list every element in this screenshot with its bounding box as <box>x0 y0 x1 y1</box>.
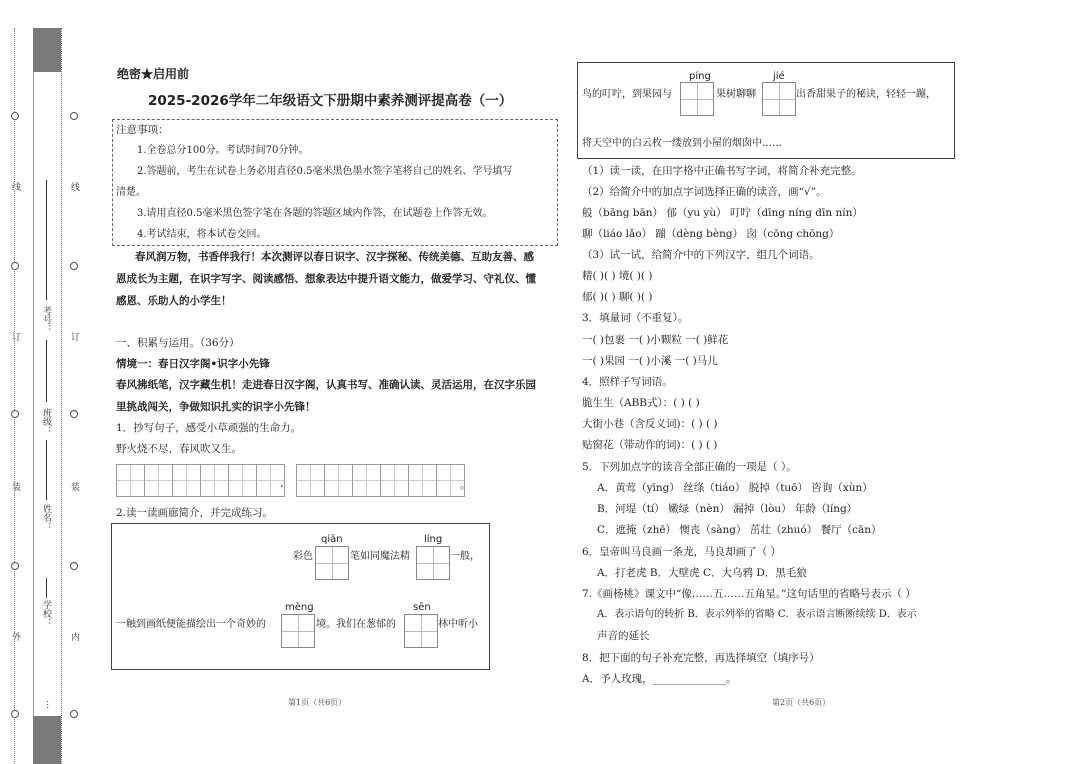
tianzi-box[interactable] <box>762 82 796 116</box>
binding-hole <box>11 562 19 570</box>
writing-grid-1[interactable] <box>116 464 284 497</box>
question-line: 精( )( ) 境( )( ) <box>582 270 653 282</box>
pinyin: sēn <box>413 602 431 613</box>
box-text: 彩色 <box>293 551 313 562</box>
binding-hole <box>70 112 78 120</box>
box-text: 出香甜果子的秘诀，轻轻一蹦， <box>796 89 936 100</box>
question-2: 2.读一读画廊简介，并完成练习。 <box>116 507 274 519</box>
class-field[interactable] <box>46 340 47 402</box>
binding-hole <box>70 710 78 718</box>
grid-period: 。 <box>460 479 471 491</box>
exam-number-label: 考号： <box>41 306 51 333</box>
box-text: 一触到画纸便能描绘出一个奇妙的 <box>116 619 266 630</box>
tianzi-box[interactable] <box>315 546 349 580</box>
question-line: 大街小巷（含反义词)：( ) ( ) <box>582 418 718 430</box>
question-line: 脆生生（ABB式）：( ) ( ) <box>582 397 700 409</box>
box-text: 林中听小 <box>438 619 478 630</box>
page-footer: 第2页（共6页） <box>772 698 831 707</box>
outer-dotted-line <box>14 28 15 764</box>
grid-comma: ， <box>280 477 291 489</box>
notice-item: 3.请用直径0.5毫米黑色签字笔在各题的答题区域内作答，在试题卷上作答无效。 <box>137 208 493 219</box>
question-1-sentence: 野火烧不尽，春风吹又生。 <box>116 443 242 455</box>
question-line: 4．照样子写词语。 <box>582 376 673 388</box>
tianzi-box[interactable] <box>416 546 450 580</box>
question-line: 8．把下面的句子补充完整，再选择填空（填序号） <box>582 652 820 664</box>
section-heading: 一、积累与运用。（36分） <box>116 337 240 349</box>
inner-mark: 装 <box>69 482 79 491</box>
school-label: 学校： <box>41 600 51 627</box>
inner-mark: 线 <box>69 182 79 191</box>
pinyin: qiān <box>321 534 343 545</box>
option-line: 声音的延长 <box>597 630 650 642</box>
box-text: 将天空中的白云枚一缕放到小屋的烟囱中…… <box>582 138 782 149</box>
box-text: 鸟的叮咛，到果园与 <box>582 89 672 100</box>
box-text: 笔如同魔法精 <box>350 551 410 562</box>
outer-mark: 订 <box>10 332 20 341</box>
notice-title: 注意事项： <box>116 124 169 136</box>
question-line: 郁( )( ) 聊( )( ) <box>582 291 653 303</box>
question-line: 贴窗花（带动作的词)：( ) ( ) <box>582 439 718 451</box>
pinyin: mèng <box>285 602 314 613</box>
question-line: 6．皇帝叫马良画一条龙，马良却画了（ ） <box>582 546 782 558</box>
exam-number-field[interactable] <box>46 180 47 300</box>
school-field[interactable] <box>46 578 47 598</box>
inner-mark: 订 <box>69 332 79 341</box>
notice-item: 2.答题前，考生在试卷上务必用直径0.5毫米黑色墨水签字笔将自己的姓名、学号填写 <box>137 166 513 177</box>
box-text: 境。我们在葱郁的 <box>316 619 396 630</box>
outer-mark: 线 <box>10 182 20 191</box>
notice-item: 4.考试结束，将本试卷交回。 <box>137 229 267 240</box>
page-footer: 第1页（共6页） <box>288 698 347 707</box>
outer-mark: 外 <box>10 632 20 641</box>
gray-band-bottom <box>33 716 61 764</box>
class-label: 班级： <box>41 408 51 435</box>
page-title: 2025-2026学年二年级语文下册期中素养测评提高卷（一） <box>148 93 513 109</box>
question-line: （3）试一试，给简介中的下列汉字，组几个词语。 <box>582 249 820 261</box>
pinyin: líng <box>424 534 443 545</box>
question-line: 一( )果园 一( )小溪 一( )马儿 <box>582 355 718 367</box>
binding-hole <box>70 562 78 570</box>
notice-item: 1.全卷总分100分。考试时间70分钟。 <box>137 145 309 156</box>
pinyin: píng <box>689 71 711 82</box>
binding-hole <box>11 710 19 718</box>
question-line: 聊（liáo lǎo） 蹦（dèng bèng） 囱（cōng chōng） <box>582 228 840 240</box>
question-line: 一( )包裹 一( )小颗粒 一( )鲜花 <box>582 334 729 346</box>
tianzi-box[interactable] <box>281 614 315 648</box>
option-line[interactable]: C．遮掩（zhē） 懊丧（sàng） 茁壮（zhuó） 餐厅（cān） <box>597 524 882 536</box>
inner-mark: 内 <box>69 632 79 641</box>
scene-heading: 情境一：春日汉字阁•识字小先锋 <box>116 358 270 370</box>
notice-item: 清楚。 <box>116 187 146 198</box>
notice-box <box>112 119 558 246</box>
question-line: 7.《画杨桃》课文中“像……五……五角星。”这句话里的省略号表示（ ） <box>582 588 916 600</box>
question-line: （2）给简介中的加点字词选择正确的读音，画“√”。 <box>582 186 827 198</box>
box-text: 一般， <box>450 551 480 562</box>
binding-hole <box>11 410 19 418</box>
secret-mark: 绝密★启用前 <box>117 67 190 81</box>
binding-hole <box>70 410 78 418</box>
question-1: 1．抄写句子，感受小草顽强的生命力。 <box>116 422 302 434</box>
outer-mark: 装 <box>10 482 20 491</box>
question-line: A．予人玫瑰，______________。 <box>582 673 737 685</box>
dots: … <box>44 700 54 709</box>
option-line[interactable]: B．河堤（tí） 嫩绿（nèn） 漏掉（lòu） 年龄（líng） <box>597 503 858 515</box>
scene-text: 里挑战闯关，争做知识扎实的识字小先锋！ <box>116 401 316 413</box>
intro-line: 恩成长为主题，在识字写字、阅读感悟、想象表达中提升语文能力，做爱学习、守礼仪、懂 <box>116 273 536 285</box>
intro-line: 春风润万物，书香伴我行！本次测评以春日识字、汉字探秘、传统美德、互助友善、感 <box>135 251 534 263</box>
question-line: 5．下列加点字的读音全部正确的一项是（ ）。 <box>582 461 797 473</box>
name-label: 姓名： <box>41 504 51 531</box>
question-line: （1）读一读，在田字格中正确书写字词，将简介补充完整。 <box>582 165 862 177</box>
binding-hole <box>11 262 19 270</box>
tianzi-box[interactable] <box>680 82 714 116</box>
pinyin: jié <box>773 71 785 82</box>
scene-text: 春风拂纸笔，汉字藏生机！走进春日汉字阁，认真书写、准确认读、灵活运用，在汉字乐园 <box>116 379 536 391</box>
box-text: 果树聊聊 <box>716 89 756 100</box>
binding-hole <box>70 262 78 270</box>
option-line[interactable]: A．黄莺（yīng） 丝绦（tiáo） 脱掉（tuō） 咨询（xùn） <box>597 482 873 494</box>
question-line: 般（bāng bān） 郁（yu yù） 叮咛（dīng níng dīn nín） <box>582 207 863 219</box>
writing-grid-2[interactable] <box>296 464 464 497</box>
intro-line: 感恩、乐助人的小学生！ <box>116 295 232 307</box>
tianzi-box[interactable] <box>404 614 438 648</box>
option-line[interactable]: A．表示语句的转折 B．表示列举的省略 C．表示语言断断续续 D．表示 <box>597 609 917 620</box>
question-line: 3．填量词（不重复）。 <box>582 312 689 324</box>
gray-band-top <box>33 28 61 72</box>
binding-hole <box>11 112 19 120</box>
inner-dotted-line <box>61 28 62 764</box>
name-field[interactable] <box>46 440 47 500</box>
binding-border <box>33 72 34 716</box>
option-line[interactable]: A．打老虎 B．大壁虎 C．大乌鸦 D．黑毛狼 <box>597 567 807 579</box>
